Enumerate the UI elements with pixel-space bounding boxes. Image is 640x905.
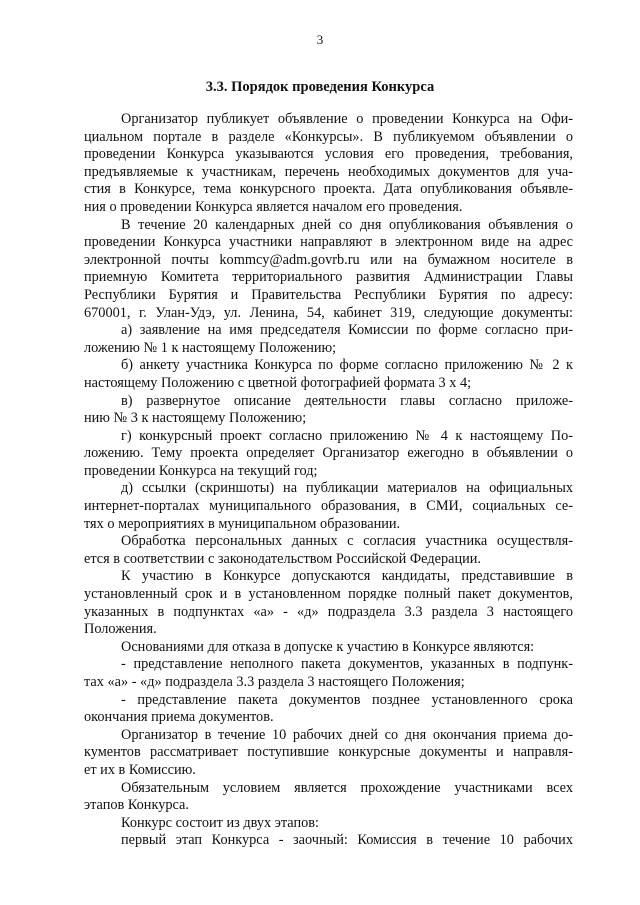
text-line: стия в Конкурсе, тема конкурсного проекта. Дата опубликования объявле- (84, 181, 573, 198)
text-line: в) развернутое описание деятельности главы согласно приложе- (121, 392, 573, 409)
section-body (84, 111, 573, 850)
text-line: г) конкурсный проект согласно приложению № 4 к настоящему По- (121, 427, 573, 444)
text-line: д) ссылки (скриншоты) на публикации материалов на официальных (121, 480, 573, 497)
text-line: ложению. Тему проекта определяет Организатор ежегодно в объявлении о (84, 445, 573, 462)
text-line: Основаниями для отказа в допуске к участию в Конкурсе являются: (121, 638, 535, 655)
text-line: настоящему Положению с цветной фотографией формата 3 х 4; (84, 374, 472, 391)
text-line: Республики Бурятия и Правительства Республики Бурятия по адресу: (84, 286, 573, 303)
text-line: К участию в Конкурсе допускаются кандидаты, представившие в (121, 568, 573, 585)
text-line: Положения. (84, 621, 157, 638)
text-line: ложению № 1 к настоящему Положению; (84, 339, 337, 356)
text-line: проведении Конкурса указываются условия его проведения, требования, (84, 146, 573, 163)
section-title: 3.3. Порядок проведения Конкурса (205, 79, 435, 95)
text-line: указанных в подпунктах «а» - «д» подраздела 3.3 раздела 3 настоящего (84, 603, 573, 620)
text-line: - представление неполного пакета документов, указанных в подпунк- (121, 656, 573, 673)
text-line: ется в соответствии с законодательством Российской Федерации. (84, 550, 481, 567)
text-line: интернет-порталах муниципального образования, в СМИ, социальных се- (84, 498, 573, 515)
text-line: окончания приема документов. (84, 709, 274, 726)
text-line: нию № 3 к настоящему Положению; (84, 410, 307, 427)
text-line: Обработка персональных данных с согласия участника осуществля- (121, 533, 573, 550)
text-line: Организатор публикует объявление о проведении Конкурса на Офи- (121, 111, 573, 127)
text-line: приемную Комитета территориального развития Администрации Главы (84, 269, 573, 286)
text-line: циальном портале в разделе «Конкурсы». В публикуемом объявлении о (84, 128, 573, 145)
text-line: В течение 20 календарных дней со дня опубликования объявления о (121, 216, 573, 233)
text-line: Организатор в течение 10 рабочих дней со дня окончания приема до- (121, 726, 573, 743)
text-line: - представление пакета документов позднее установленного срока (121, 691, 573, 708)
text-line: проведении Конкурса участники направляют в электронном виде на адрес (84, 234, 573, 251)
text-line: тах «а» - «д» подраздела 3.3 раздела 3 настоящего Положения; (84, 674, 465, 690)
text-line: б) анкету участника Конкурса по форме согласно приложению № 2 к (121, 357, 573, 374)
text-line: электронной почты kommcy@adm.govrb.ru или на бумажном носителе в (84, 251, 573, 268)
text-line: Конкурс состоит из двух этапов: (121, 814, 319, 831)
text-line: первый этап Конкурса - заочный: Комиссия в течение 10 рабочих (121, 832, 573, 849)
text-line: 670001, г. Улан-Удэ, ул. Ленина, 54, кабинет 319, следующие документы: (84, 304, 573, 321)
text-line: тях о мероприятиях в муниципальном образовании. (84, 515, 401, 532)
text-line: кументов рассматривает поступившие конкурсные документы и направля- (84, 744, 573, 761)
text-line: проведении Конкурса на текущий год; (84, 462, 318, 479)
text-line: предъявляемые к участникам, перечень необходимых документов для уча- (84, 163, 573, 180)
text-line: этапов Конкурса. (84, 797, 189, 814)
text-line: ет их в Комиссию. (84, 761, 196, 778)
text-line: Обязательным условием является прохождение участниками всех (121, 779, 573, 796)
text-line: установленный срок и в установленном порядке полный пакет документов, (84, 586, 573, 603)
text-line: ния о проведении Конкурса является началом его проведения. (84, 198, 463, 215)
text-line: а) заявление на имя председателя Комиссии по форме согласно при- (121, 322, 573, 339)
page-number: 3 (316, 32, 324, 47)
